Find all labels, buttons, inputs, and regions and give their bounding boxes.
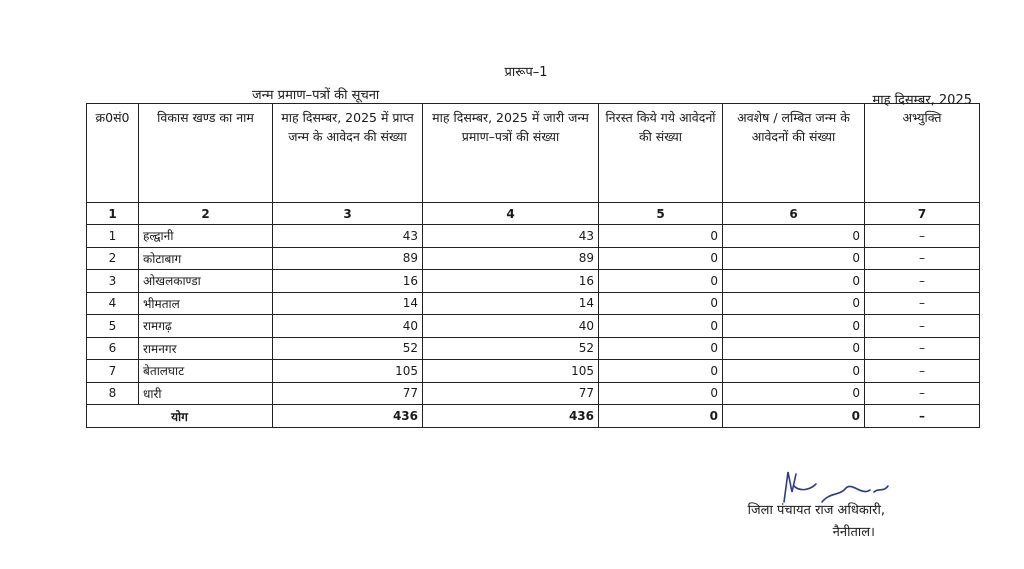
row-remarks: –	[865, 337, 980, 360]
row-rejected: 0	[599, 360, 723, 383]
table-row	[87, 360, 980, 383]
row-block-name: धारी	[139, 382, 273, 405]
row-remarks: –	[865, 247, 980, 270]
row-block-name: ओखलकाण्डा	[139, 270, 273, 293]
row-block-name: भीमताल	[139, 292, 273, 315]
row-serial: 7	[87, 360, 139, 383]
row-received: 77	[273, 382, 423, 405]
total-remarks: –	[865, 405, 980, 428]
row-serial: 2	[87, 247, 139, 270]
header-row	[87, 104, 980, 203]
total-label: योग	[87, 405, 273, 428]
row-issued: 43	[423, 225, 599, 248]
total-issued: 436	[423, 405, 599, 428]
row-pending: 0	[723, 382, 865, 405]
row-rejected: 0	[599, 247, 723, 270]
col-header-rejected: निरस्त किये गये आवेदनों की संख्या	[599, 104, 723, 203]
signature-block	[700, 500, 885, 544]
col-header-remarks: अभ्युक्ति	[865, 104, 980, 203]
col-header-received: माह दिसम्बर, 2025 में प्राप्त जन्म के आवेदन की संख्या	[273, 104, 423, 203]
table-row	[87, 247, 980, 270]
col-number: 3	[273, 203, 423, 225]
row-remarks: –	[865, 225, 980, 248]
col-header-sn: क्र0सं0	[87, 104, 139, 203]
row-block-name: रामनगर	[139, 337, 273, 360]
row-received: 16	[273, 270, 423, 293]
row-remarks: –	[865, 292, 980, 315]
row-issued: 40	[423, 315, 599, 338]
row-received: 43	[273, 225, 423, 248]
report-subtitle: जन्म प्रमाण–पत्रों की सूचना	[252, 88, 380, 103]
col-number: 5	[599, 203, 723, 225]
row-issued: 105	[423, 360, 599, 383]
row-rejected: 0	[599, 337, 723, 360]
row-remarks: –	[865, 360, 980, 383]
row-received: 52	[273, 337, 423, 360]
row-rejected: 0	[599, 270, 723, 293]
row-serial: 4	[87, 292, 139, 315]
row-received: 89	[273, 247, 423, 270]
row-serial: 5	[87, 315, 139, 338]
row-serial: 3	[87, 270, 139, 293]
row-remarks: –	[865, 382, 980, 405]
col-number: 4	[423, 203, 599, 225]
row-pending: 0	[723, 360, 865, 383]
row-pending: 0	[723, 247, 865, 270]
table-row	[87, 337, 980, 360]
column-number-row	[87, 203, 980, 225]
row-rejected: 0	[599, 292, 723, 315]
col-header-block: विकास खण्ड का नाम	[139, 104, 273, 203]
row-block-name: हल्द्वानी	[139, 225, 273, 248]
col-number: 6	[723, 203, 865, 225]
birth-certificate-table	[86, 103, 980, 428]
col-number: 2	[139, 203, 273, 225]
table-row	[87, 270, 980, 293]
total-pending: 0	[723, 405, 865, 428]
row-rejected: 0	[599, 315, 723, 338]
row-received: 105	[273, 360, 423, 383]
col-header-pending: अवशेष / लम्बित जन्म के आवेदनों की संख्या	[723, 104, 865, 203]
row-block-name: कोटाबाग	[139, 247, 273, 270]
form-number: प्रारूप–1	[504, 65, 548, 80]
signatory-place: नैनीताल।	[832, 525, 875, 540]
row-issued: 89	[423, 247, 599, 270]
row-pending: 0	[723, 270, 865, 293]
row-serial: 8	[87, 382, 139, 405]
signatory-title: जिला पंचायत राज अधिकारी,	[747, 503, 885, 518]
row-received: 40	[273, 315, 423, 338]
row-rejected: 0	[599, 225, 723, 248]
row-pending: 0	[723, 225, 865, 248]
total-received: 436	[273, 405, 423, 428]
row-serial: 1	[87, 225, 139, 248]
report-month: माह दिसम्बर, 2025	[872, 93, 972, 108]
row-block-name: बेतालघाट	[139, 360, 273, 383]
row-pending: 0	[723, 337, 865, 360]
row-block-name: रामगढ़	[139, 315, 273, 338]
row-serial: 6	[87, 337, 139, 360]
total-row	[87, 405, 980, 428]
total-rejected: 0	[599, 405, 723, 428]
row-remarks: –	[865, 315, 980, 338]
row-received: 14	[273, 292, 423, 315]
table-row	[87, 225, 980, 248]
row-issued: 16	[423, 270, 599, 293]
row-pending: 0	[723, 315, 865, 338]
row-issued: 14	[423, 292, 599, 315]
col-number: 1	[87, 203, 139, 225]
table-row	[87, 382, 980, 405]
row-remarks: –	[865, 270, 980, 293]
row-rejected: 0	[599, 382, 723, 405]
row-issued: 77	[423, 382, 599, 405]
col-number: 7	[865, 203, 980, 225]
table-row	[87, 292, 980, 315]
table-row	[87, 315, 980, 338]
row-pending: 0	[723, 292, 865, 315]
row-issued: 52	[423, 337, 599, 360]
col-header-issued: माह दिसम्बर, 2025 में जारी जन्म प्रमाण–पत्रों की संख्या	[423, 104, 599, 203]
